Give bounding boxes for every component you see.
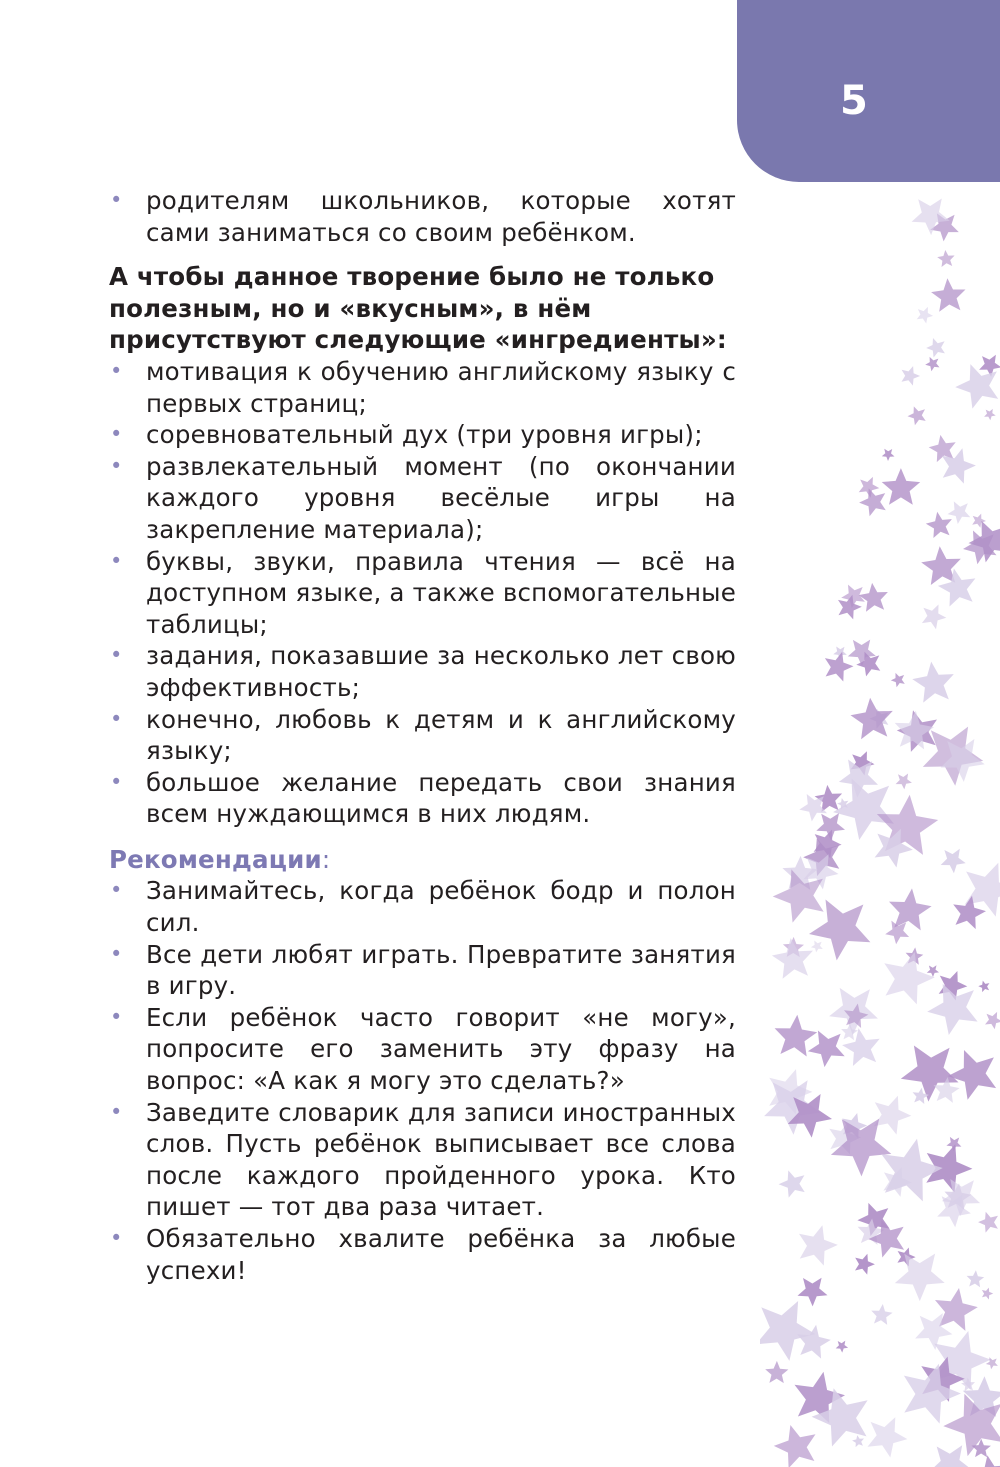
star-decoration [882, 468, 921, 505]
recommendations-title: Рекомендации [109, 844, 322, 874]
star-decoration [948, 1050, 996, 1100]
star-decoration [774, 1425, 816, 1467]
ingredients-list [109, 356, 736, 830]
list-item: • буквы, звуки, правила чтения — всё на доступном языке, а также вспомогательные таблицы; [109, 546, 736, 641]
list-item: • задания, показавшие за несколько лет свою эффективность; [109, 640, 736, 703]
star-decoration [881, 1139, 942, 1202]
star-decoration [982, 1288, 993, 1300]
star-decoration [871, 1304, 892, 1325]
star-decoration [917, 307, 933, 324]
star-decoration [978, 1212, 998, 1233]
star-decoration [984, 409, 996, 420]
star-decoration [922, 605, 946, 630]
star-decoration [779, 1170, 805, 1197]
star-decoration [852, 1435, 864, 1447]
star-decoration [798, 1278, 828, 1307]
recommendations-heading [109, 844, 736, 876]
star-decoration [874, 1096, 911, 1135]
intro-paragraph: А чтобы данное творение было не только полезным, но и «вкусным», в нём присутствуют следующие «ингредиенты»: [109, 262, 727, 355]
star-decoration [978, 981, 989, 993]
star-decoration [979, 355, 1000, 377]
star-decoration [772, 938, 813, 979]
list-item: • соревновательный дух (три уровня игры); [109, 419, 736, 451]
star-decoration [912, 662, 954, 703]
star-decoration [931, 278, 965, 312]
star-decoration [882, 449, 895, 461]
recommendations-colon: : [321, 844, 331, 874]
star-decoration [937, 250, 954, 267]
star-decoration [985, 1012, 1000, 1029]
star-decoration [868, 1417, 908, 1457]
star-decoration [969, 521, 1000, 563]
star-decoration [926, 512, 952, 538]
list-item: • конечно, любовь к детям и к английскому языку; [109, 704, 736, 767]
star-decoration [833, 779, 894, 841]
star-decoration [948, 501, 971, 524]
star-decoration [808, 1031, 845, 1068]
star-decoration [891, 673, 905, 687]
list-item: • мотивация к обучению английскому языку с первых страниц; [109, 356, 736, 419]
page-number: 5 [840, 78, 868, 124]
star-decoration [836, 1341, 848, 1353]
star-decoration [908, 406, 926, 425]
list-item: • Заведите словарик для записи иностранных слов. Пусть ребёнок выписывает все слова после каждого пройденного урока. Кто пишет — тот два раза читает. [109, 1097, 736, 1223]
star-decoration [926, 338, 945, 358]
star-decoration [925, 357, 939, 371]
page-number-tab [737, 0, 1000, 182]
audience-list [109, 185, 736, 248]
star-decoration [859, 488, 886, 516]
star-decoration [799, 1225, 838, 1265]
list-item: • родителям школьников, которые хотят сами заниматься со своим ребёнком. [109, 185, 736, 248]
star-decoration [972, 1455, 1000, 1467]
list-item: • большое желание передать свои знания всем нуждающимся в них людям. [109, 767, 736, 830]
list-item: • развлекательный момент (по окончании каждого уровня весёлые игры на закрепление материала); [109, 451, 736, 546]
star-decoration [896, 774, 912, 790]
list-item: • Все дети любят играть. Превратите занятия в игру. [109, 939, 736, 1002]
star-decoration [855, 1254, 875, 1275]
list-item: • Занимайтесь, когда ребёнок бодр и полон сил. [109, 875, 736, 938]
list-item: • Если ребёнок часто говорит «не могу», попросите его заменить эту фразу на вопрос: «А как я могу это сделать?» [109, 1002, 736, 1097]
star-decoration [859, 583, 888, 612]
page-content [109, 185, 736, 1286]
star-decoration [765, 1361, 788, 1383]
recommendations-list [109, 875, 736, 1286]
star-decoration [941, 849, 966, 873]
decorative-stars [760, 182, 1000, 1467]
star-decoration [967, 1270, 985, 1287]
star-decoration [902, 366, 921, 386]
list-item: • Обязательно хвалите ребёнка за любые успехи! [109, 1223, 736, 1286]
star-decoration [930, 1445, 971, 1467]
star-decoration [851, 698, 893, 740]
star-decoration [884, 952, 935, 1004]
